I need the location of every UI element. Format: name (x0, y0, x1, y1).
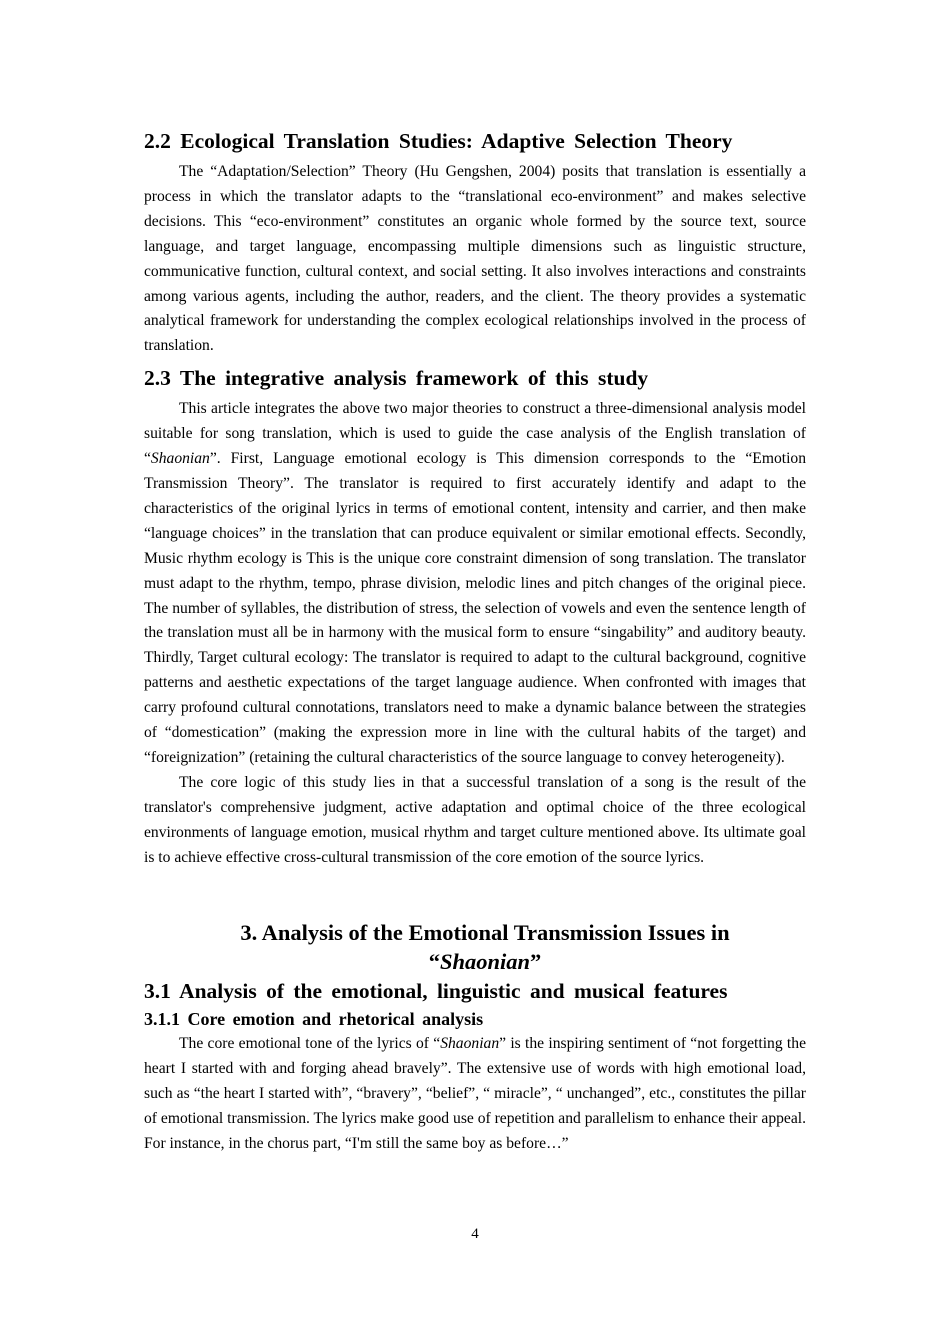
section-3-1-1-paragraph (144, 1032, 806, 1157)
section-3-1-heading: 3.1 Analysis of the emotional, linguistic and musical features (144, 979, 728, 1004)
text-run: This article integrates the above two major theories to construct a three-dimensional analysis model suitable for song translation, which is used to guide the case analysis of the English translation of “ (144, 400, 806, 468)
section-2-3-heading: 2.3 The integrative analysis framework of this study (144, 366, 649, 391)
song-title: Shaonian (150, 450, 210, 468)
section-2-2-paragraph: The “Adaptation/Selection” Theory (Hu Gengshen, 2004) posits that translation is essentially a process in which the translator adapts to the “translational eco-environment” and makes selective decisions. This “eco-environment” constitutes an organic whole formed by the source text, source language, and target language, encompassing multiple dimensions such as linguistic structure, communicative function, cultural context, and social setting. It also involves interactions and constraints among various agents, including the author, readers, and the client. The theory provides a systematic analytical framework for understanding the complex ecological relationships involved in the process of translation. (144, 163, 806, 355)
song-title: Shaonian (439, 949, 531, 975)
text-run: ” is the inspiring sentiment of “not forgetting the heart I started with and forging ahead bravely”. The extensive use of words with high emotional load, such as “the heart I started with”, “bravery”, “belief”, “ miracle”, “ unchanged”, etc., constitutes the pillar of emotional transmission. The lyrics make good use of repetition and parallelism to enhance their appeal. For instance, in the chorus part, “I'm still the same boy as before…” (144, 1035, 806, 1153)
section-3-1-1-heading: 3.1.1 Core emotion and rhetorical analysis (144, 1009, 484, 1030)
section-2-2-heading: 2.2 Ecological Translation Studies: Adaptive Selection Theory (144, 129, 733, 153)
page-number: 4 (471, 1226, 479, 1242)
chapter-3-title-line-2: “Shaonian” (428, 949, 542, 975)
song-title: Shaonian (440, 1035, 500, 1053)
text-run: The core emotional tone of the lyrics of “ (179, 1035, 441, 1053)
text-run: ”. First, Language emotional ecology is This dimension corresponds to the “Emotion Transmission Theory”. The translator is required to first accurately identify and adapt to the characteristics of the original lyrics in terms of emotional content, intensity and carrier, and then make “language choices” in the translation that can produce equivalent or similar emotional effects. Secondly, Music rhythm ecology is This is the unique core constraint dimension of song translation. The translator must adapt to the rhythm, tempo, phrase division, melodic lines and pitch changes of the original piece. The number of syllables, the distribution of stress, the selection of vowels and even the sentence length of the translation must all be in harmony with the musical form to ensure “singability” and auditory beauty. Thirdly, Target cultural ecology: The translator is required to adapt to the cultural background, cognitive patterns and aesthetic expectations of the target language audience. When confronted with images that carry profound cultural connotations, translators need to make a dynamic balance between the strategies of “domestication” (making the expression more in line with the cultural habits of the target) and “foreignization” (retaining the cultural characteristics of the source language to convey heterogeneity). (144, 450, 806, 766)
section-2-3-paragraph-1 (144, 397, 806, 771)
section-2-3-paragraph-2: The core logic of this study lies in that a successful translation of a song is the result of the translator's comprehensive judgment, active adaptation and optimal choice of the three ecological environments of language emotion, musical rhythm and target culture mentioned above. Its ultimate goal is to achieve effective cross-cultural transmission of the core emotion of the source lyrics. (144, 773, 806, 866)
page-content (144, 126, 806, 1157)
chapter-3-title-line-1: 3. Analysis of the Emotional Transmission Issues in (240, 920, 730, 946)
chapter-3-heading (144, 918, 806, 976)
